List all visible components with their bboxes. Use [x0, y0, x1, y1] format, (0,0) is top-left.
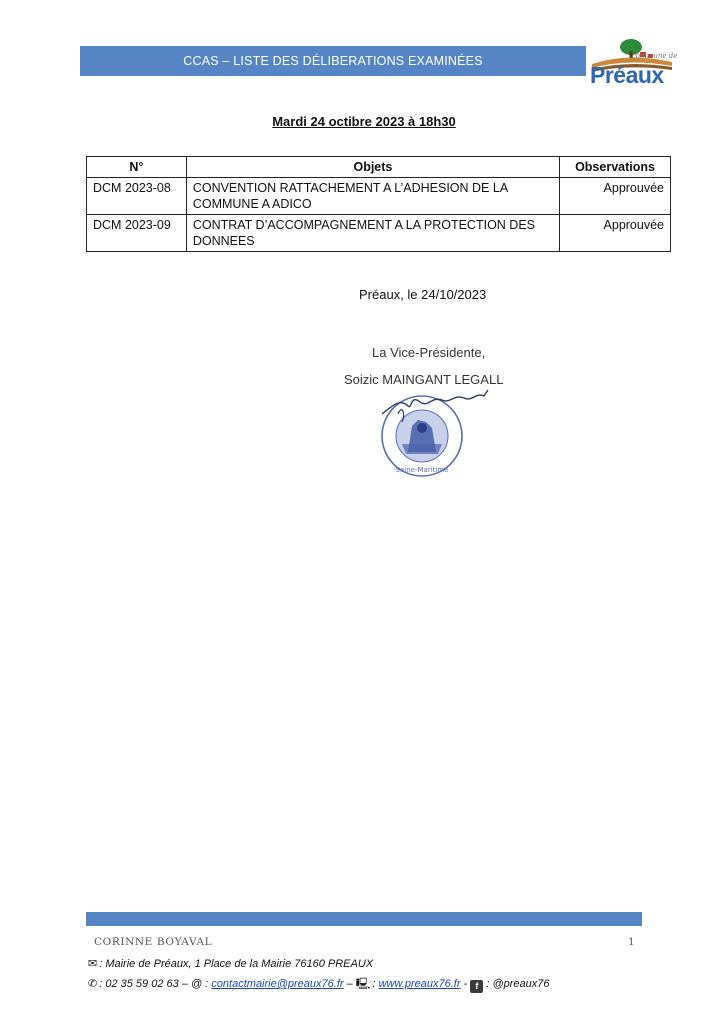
- phone-icon: ✆: [88, 978, 98, 990]
- row-num: DCM 2023-08: [87, 178, 187, 215]
- table-row: [87, 178, 671, 215]
- official-stamp: [372, 384, 502, 484]
- footer-address-line: [88, 957, 373, 970]
- table-row: [87, 215, 671, 252]
- row-observation: Approuvée: [560, 178, 671, 215]
- footer-facebook: : @preaux76: [483, 978, 550, 990]
- footer-address: : Mairie de Préaux, 1 Place de la Mairie 76160 PREAUX: [99, 958, 374, 970]
- footer-web-colon: :: [372, 978, 379, 990]
- stamp-text: Seine-Maritime: [395, 466, 449, 474]
- footer-contact-line: [88, 975, 550, 994]
- email-link[interactable]: contactmairie@preaux76.fr: [211, 978, 344, 990]
- footer-author: CORINNE BOYAVAL: [94, 936, 213, 948]
- computer-icon: 🖳: [355, 978, 371, 990]
- website-link[interactable]: www.preaux76.fr: [378, 978, 461, 990]
- deliberations-table: [86, 156, 671, 252]
- header-objets: Objets: [186, 157, 559, 178]
- page-title: CCAS – LISTE DES DÉLIBERATIONS EXAMINÉES: [183, 54, 483, 68]
- row-observation: Approuvée: [560, 215, 671, 252]
- row-objet-line: DONNEES: [192, 234, 255, 248]
- meeting-title: Mardi 24 octibre 2023 à 18h30: [272, 114, 456, 129]
- signer-title: La Vice-Présidente,: [372, 345, 486, 360]
- footer-phone: : 02 35 59 02 63 – @ :: [99, 978, 212, 990]
- footer-fb-sep: -: [460, 978, 471, 990]
- stamp-signature-icon: [372, 384, 502, 484]
- signer-name: Soizic MAINGANT LEGALL: [344, 372, 504, 387]
- row-objet-line: COMMUNE A ADICO: [192, 197, 312, 211]
- date-line: Préaux, le 24/10/2023: [359, 287, 487, 302]
- row-objet: [186, 178, 559, 215]
- row-objet-line: CONVENTION RATTACHEMENT A L’ADHESION DE LA: [192, 181, 509, 195]
- header-bar: [80, 46, 586, 76]
- logo-wordmark: Préaux: [590, 62, 664, 88]
- row-objet-line: CONTRAT D’ACCOMPAGNEMENT A LA PROTECTION DES: [192, 218, 535, 232]
- header-num: N°: [87, 157, 187, 178]
- footer-web-sep: –: [343, 978, 356, 990]
- facebook-icon[interactable]: f: [470, 980, 483, 993]
- row-objet: [186, 215, 559, 252]
- row-num: DCM 2023-09: [87, 215, 187, 252]
- logo-small-text: commune de: [632, 52, 678, 60]
- page-number: 1: [628, 936, 635, 948]
- table-header-row: [87, 157, 671, 178]
- envelope-icon: ✉: [88, 958, 98, 970]
- footer-bar: [86, 912, 642, 926]
- header-observations: Observations: [560, 157, 671, 178]
